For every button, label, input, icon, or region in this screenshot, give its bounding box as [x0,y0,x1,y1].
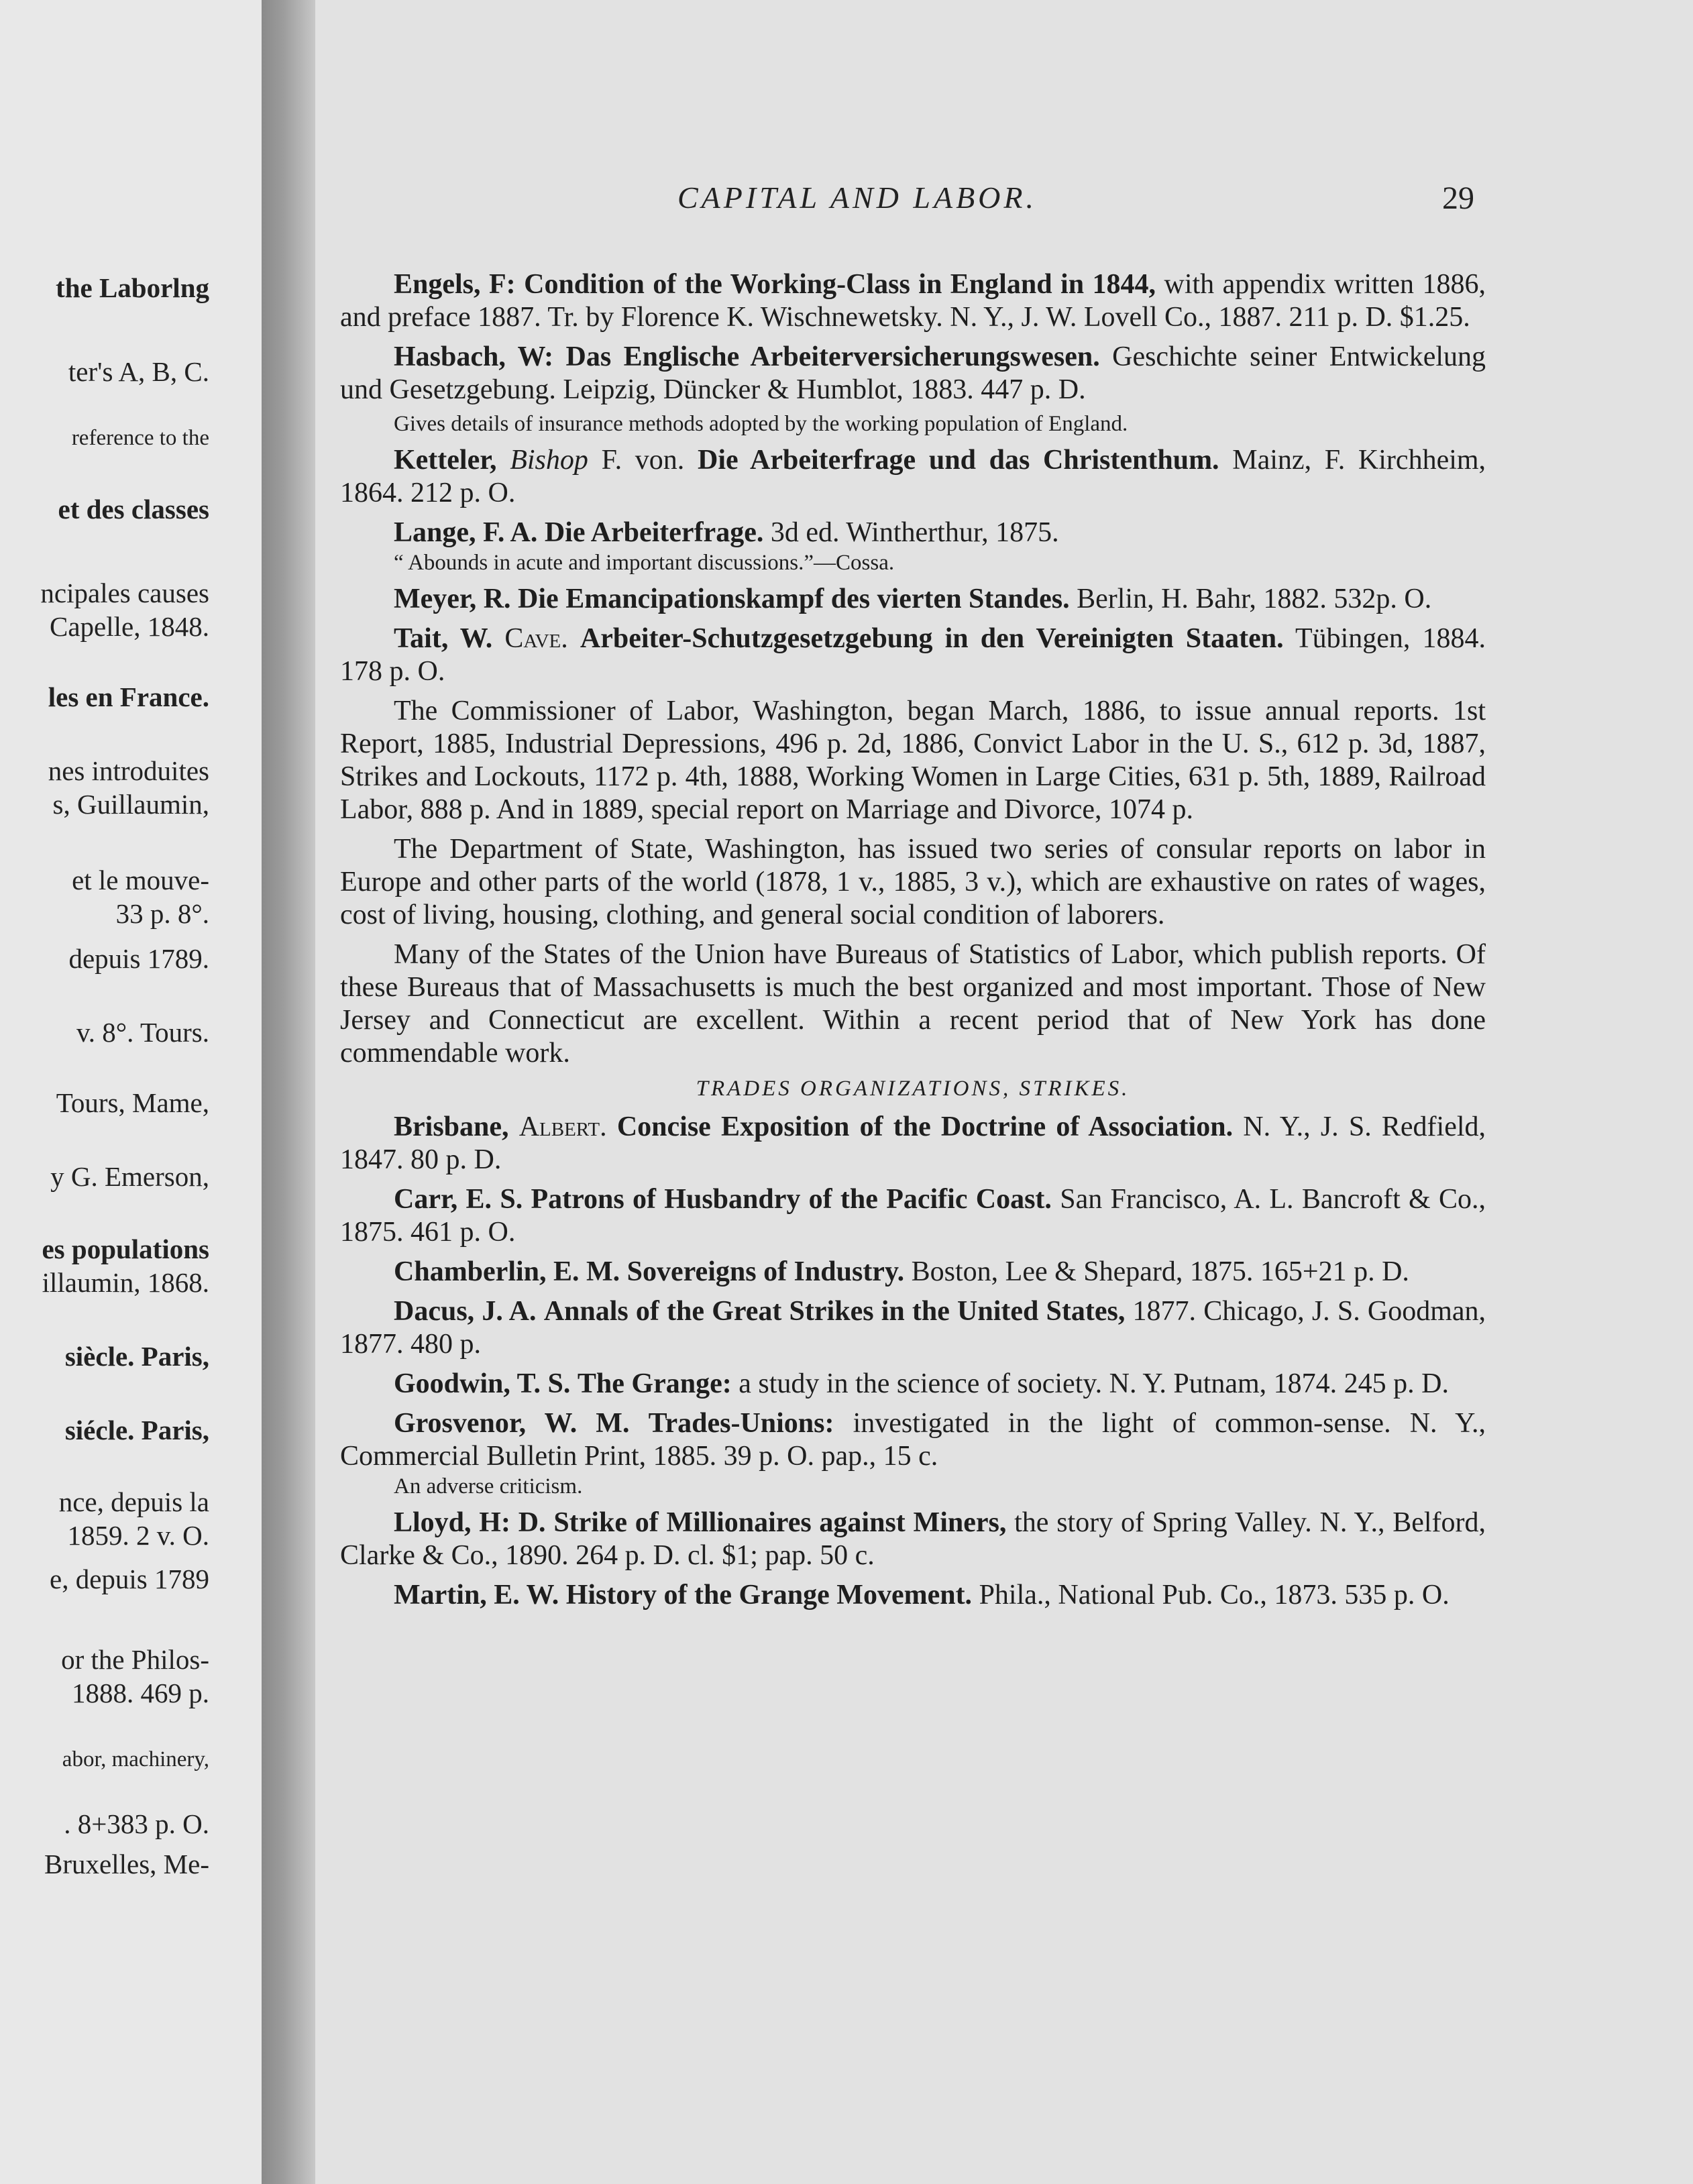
entry-details: Mainz, F. Kirchheim, 1864. 212 p. O. [340,445,1486,508]
facing-line: Capelle, 1848. [50,611,209,642]
bib-entry [340,1111,1486,1177]
facing-line: et le mouve- [72,865,209,895]
entry-note: An adverse criticism. [394,1474,583,1498]
entry-author: Tait, W. [394,623,493,654]
bib-entry [340,1507,1486,1572]
bib-entry [340,268,1486,334]
entry-title: Die Arbeiterfrage und das Christenthum. [698,445,1219,476]
entry-title: The Grange: [577,1368,732,1399]
bib-entry [340,1295,1486,1361]
quote-source: Cossa. [836,551,895,575]
facing-line: et des classes [58,494,209,525]
entry-details: a study in the science of society. N. Y. Putnam, 1874. 245 p. D. [739,1368,1450,1399]
entry-note: Gives details of insurance methods adopted by the working population of England. [394,412,1128,436]
entry-title: Die Arbeiterfrage. [544,517,764,548]
bib-entry [340,444,1486,510]
facing-line: s, Guillaumin, [52,789,209,820]
entry-note [394,549,1486,576]
entry-details: Boston, Lee & Shepard, 1875. 165+21 p. D. [911,1256,1409,1287]
entry-details: N. Y., J. S. Redfield, 1847. 80 p. D. [340,1111,1486,1175]
entry-author: Dacus, J. A. [394,1296,537,1327]
facing-line: abor, machinery, [62,1747,209,1771]
entry-details: the story of Spring Valley. N. Y., Belford, Clarke & Co., 1890. 264 p. D. cl. $1; pap. 50 c. [340,1507,1486,1571]
facing-line: v. 8°. Tours. [76,1017,209,1048]
facing-line: 1888. 469 p. [72,1678,209,1708]
bib-entry [340,1407,1486,1473]
bib-entry [340,341,1486,406]
entry-author: Martin, E. W. [394,1580,559,1610]
entry-details: Berlin, H. Bahr, 1882. 532p. O. [1077,584,1432,614]
entry-author: Engels, F: [394,269,516,300]
entry-details: with appendix written 1886, and preface 1887. Tr. by Florence K. Wischnewetsky. N. Y., J. W. Lovell Co., 1887. 211 p. D. $1.25. [340,269,1486,333]
book-gutter [262,0,315,2184]
entry-author: Brisbane, [394,1111,509,1142]
entry-details: San Francisco, A. L. Bancroft & Co., 1875. 461 p. O. [340,1184,1486,1248]
entry-details: investigated in the light of common-sense. N. Y., Commercial Bulletin Print, 1885. 39 p. O. pap., 15 c. [340,1408,1486,1472]
entry-details: 3d ed. Wintherthur, 1875. [770,517,1059,548]
facing-line: illaumin, 1868. [42,1267,209,1298]
bib-entry [340,583,1486,616]
entry-details: Geschichte seiner Entwickelung und Gesetzgebung. Leipzig, Düncker & Humblot, 1883. 447 p. D. [340,341,1486,405]
entry-title: Arbeiter-Schutzgesetzgebung in den Vereinigten Staaten. [580,623,1284,654]
entry-title: History of the Grange Movement. [565,1580,973,1610]
facing-line: y G. Emerson, [50,1161,209,1192]
paragraph: The Commissioner of Labor, Washington, began March, 1886, to issue annual reports. 1st Report, 1885, Industrial Depressions, 496 p. 2d, 1886, Convict Labor in the U. S., 612 p. 3d, 1887, Strikes and Lockouts, 1172 p. 4th, 1888, Working Women in Large Cities, 631 p. 5th, 1889, Railroad Labor, 888 p. And in 1889, special report on Marriage and Divorce, 1074 p. [340,696,1486,825]
entry-author: Lange, F. A. [394,517,538,548]
entry-title: Sovereigns of Industry. [626,1256,905,1287]
entry-title: Annals of the Great Strikes in the United States, [543,1296,1126,1327]
bib-entry [340,1183,1486,1249]
entry-title: Concise Exposition of the Doctrine of Association. [616,1111,1234,1142]
facing-line: or the Philos- [61,1644,209,1675]
facing-line: ncipales causes [40,578,209,608]
entry-author: Hasbach, W: [394,341,554,372]
facing-line: 33 p. 8°. [115,898,209,929]
entry-author-title: Bishop [510,445,588,476]
facing-line: nes introduites [48,755,209,786]
entry-title: Die Emancipationskampf des vierten Standes. [518,584,1070,614]
paragraph: Many of the States of the Union have Bureaus of Statistics of Labor, which publish reports. Of these Bureaus that of Massachusetts is much the best organized and most important. Those of New Jersey and Connecticut are excellent. Within a recent period that of New York has done commendable work. [340,939,1486,1069]
entry-details: 1877. Chicago, J. S. Goodman, 1877. 480 p. [340,1296,1486,1360]
entry-title: Patrons of Husbandry of the Pacific Coast. [531,1184,1052,1215]
facing-line: 1859. 2 v. O. [67,1520,209,1551]
entry-author: Ketteler, [394,445,497,476]
facing-line: reference to the [71,426,209,450]
facing-line: the Laborlng [56,272,209,303]
facing-line: Tours, Mame, [56,1087,209,1118]
facing-line: ter's A, B, C. [68,356,209,387]
facing-line: nce, depuis la [58,1486,209,1517]
facing-line: e, depuis 1789 [50,1564,209,1594]
running-head: CAPITAL AND LABOR. [677,180,1037,215]
entry-title: Strike of Millionaires against Miners, [553,1507,1007,1538]
facing-line: Bruxelles, Me- [44,1849,209,1879]
entry-title: Trades-Unions: [648,1408,834,1439]
entry-title: Das Englische Arbeiterversicherungswesen. [565,341,1100,372]
entry-details: Phila., National Pub. Co., 1873. 535 p. O. [979,1580,1450,1610]
entry-author-name: Albert. [518,1111,607,1142]
bib-entry [340,622,1486,688]
facing-line: siécle. Paris, [64,1415,209,1445]
entry-author: Carr, E. S. [394,1184,523,1215]
bib-entry [340,1579,1486,1612]
entry-author: Lloyd, H: D. [394,1507,546,1538]
facing-line: . 8+383 p. O. [64,1808,209,1839]
entry-author: Goodwin, T. S. [394,1368,571,1399]
page-number: 29 [1442,180,1474,216]
bib-entry [340,1256,1486,1289]
entry-details: Tübingen, 1884. 178 p. O. [340,623,1486,687]
entry-author-name: Cave. [504,623,568,654]
paragraph: The Department of State, Washington, has issued two series of consular reports on labor in Europe and other parts of the world (1878, 1 v., 1885, 3 v.), which are exhaustive on rates of wages, cost of living, housing, clothing, and general social condition of laborers. [340,834,1486,930]
facing-line: les en France. [48,681,209,712]
entry-title: Condition of the Working-Class in England in 1844, [524,269,1156,300]
bib-entry [340,1368,1486,1401]
quote-text: “ Abounds in acute and important discussions.”— [394,551,836,575]
bib-entry [340,516,1486,549]
facing-line: siècle. Paris, [64,1341,209,1372]
entry-author-rest: F. von. [601,445,685,476]
facing-line: es populations [42,1234,209,1264]
entry-author: Grosvenor, W. M. [394,1408,630,1439]
page-body [340,268,1486,1619]
facing-page [0,0,262,2184]
entry-author: Meyer, R. [394,584,511,614]
facing-line: depuis 1789. [68,943,209,974]
section-heading: TRADES ORGANIZATIONS, STRIKES. [696,1077,1130,1101]
entry-author: Chamberlin, E. M. [394,1256,620,1287]
